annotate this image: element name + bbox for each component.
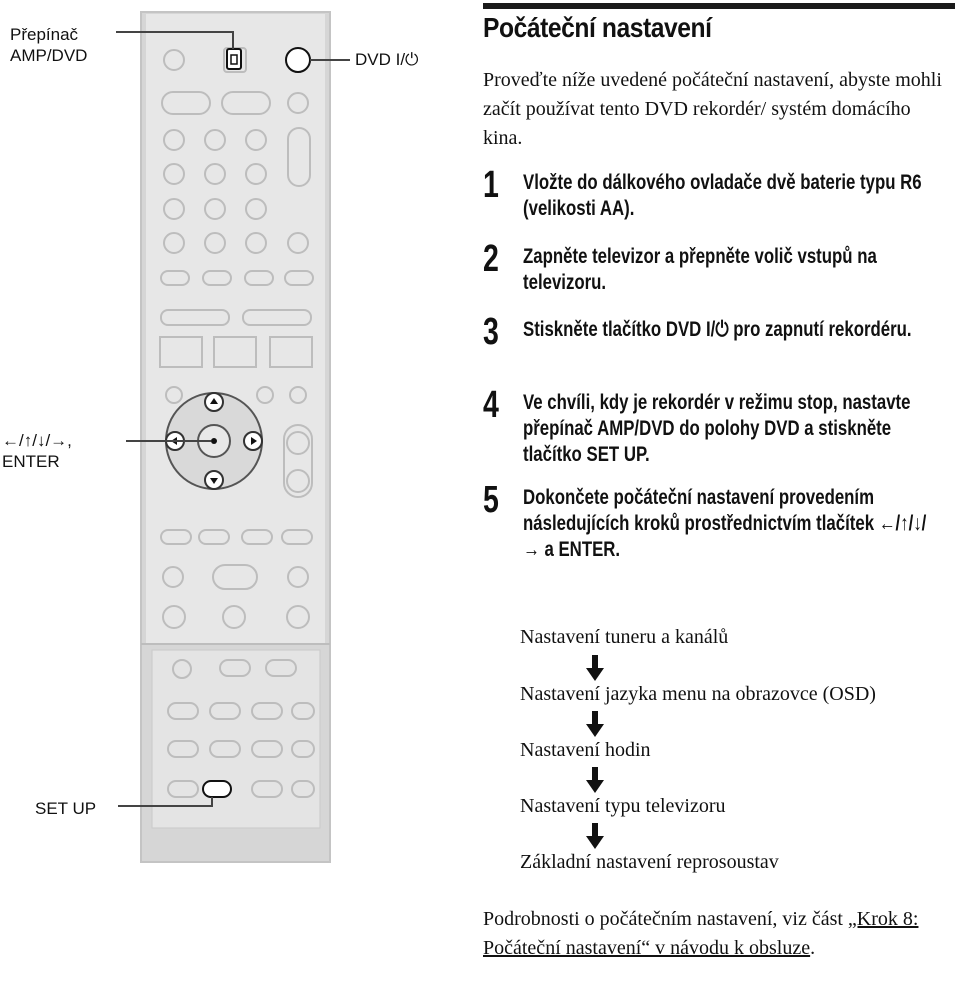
flow-step-tuner: Nastavení tuneru a kanálů (520, 626, 729, 648)
callout-dvd-power: DVD I/⏻ (355, 50, 419, 69)
footer-text: Podrobnosti o počátečním nastavení, viz část (483, 908, 848, 930)
arrow-down-icon (585, 823, 605, 849)
footer-reference (483, 905, 953, 963)
step-text: Dokončete počáteční nastavení provedením následujících kroků prostřednictvím tlačítek ←/↑/↓/→ a ENTER. (523, 486, 927, 561)
manual-link[interactable]: „Krok 8: Počáteční nastavení“ v návodu k obsluze (483, 908, 919, 959)
callout-arrows-enter: ←/↑/↓/→, ENTER (2, 431, 72, 471)
step-number: 5 (483, 479, 499, 521)
footer-suffix: . (810, 937, 816, 959)
step-text: Stiskněte tlačítko DVD I/⏻ pro zapnutí rekordéru. (523, 318, 912, 341)
flow-step-osd-language: Nastavení jazyka menu na obrazovce (OSD) (520, 683, 876, 705)
step-number: 2 (483, 238, 499, 280)
flow-step-clock: Nastavení hodin (520, 739, 651, 761)
step-text: Zapněte televizor a přepněte volič vstupů na televizoru. (523, 245, 877, 294)
callout-amp-dvd-switch: Přepínač AMP/DVD (10, 25, 88, 65)
flow-step-tv-type: Nastavení typu televizoru (520, 795, 726, 817)
step-number: 1 (483, 164, 499, 206)
arrow-down-icon (585, 655, 605, 681)
flow-step-speakers: Základní nastavení reprosoustav (520, 851, 779, 873)
intro-paragraph: Proveďte níže uvedené počáteční nastavení, abyste mohli začít používat tento DVD rekordér/ systém domácího kina. (483, 69, 942, 149)
arrow-down-icon (585, 711, 605, 737)
callout-setup: SET UP (35, 799, 97, 818)
step-text: Ve chvíli, kdy je rekordér v režimu stop, nastavte přepínač AMP/DVD do polohy DVD a stiskněte tlačítko SET UP. (523, 391, 911, 466)
step-number: 4 (483, 384, 499, 426)
arrow-down-icon (585, 767, 605, 793)
step-number: 3 (483, 311, 499, 353)
page-title: Počáteční nastavení (483, 12, 712, 43)
step-text: Vložte do dálkového ovladače dvě baterie typu R6 (velikosti AA). (523, 171, 922, 220)
section-rule (483, 3, 955, 9)
